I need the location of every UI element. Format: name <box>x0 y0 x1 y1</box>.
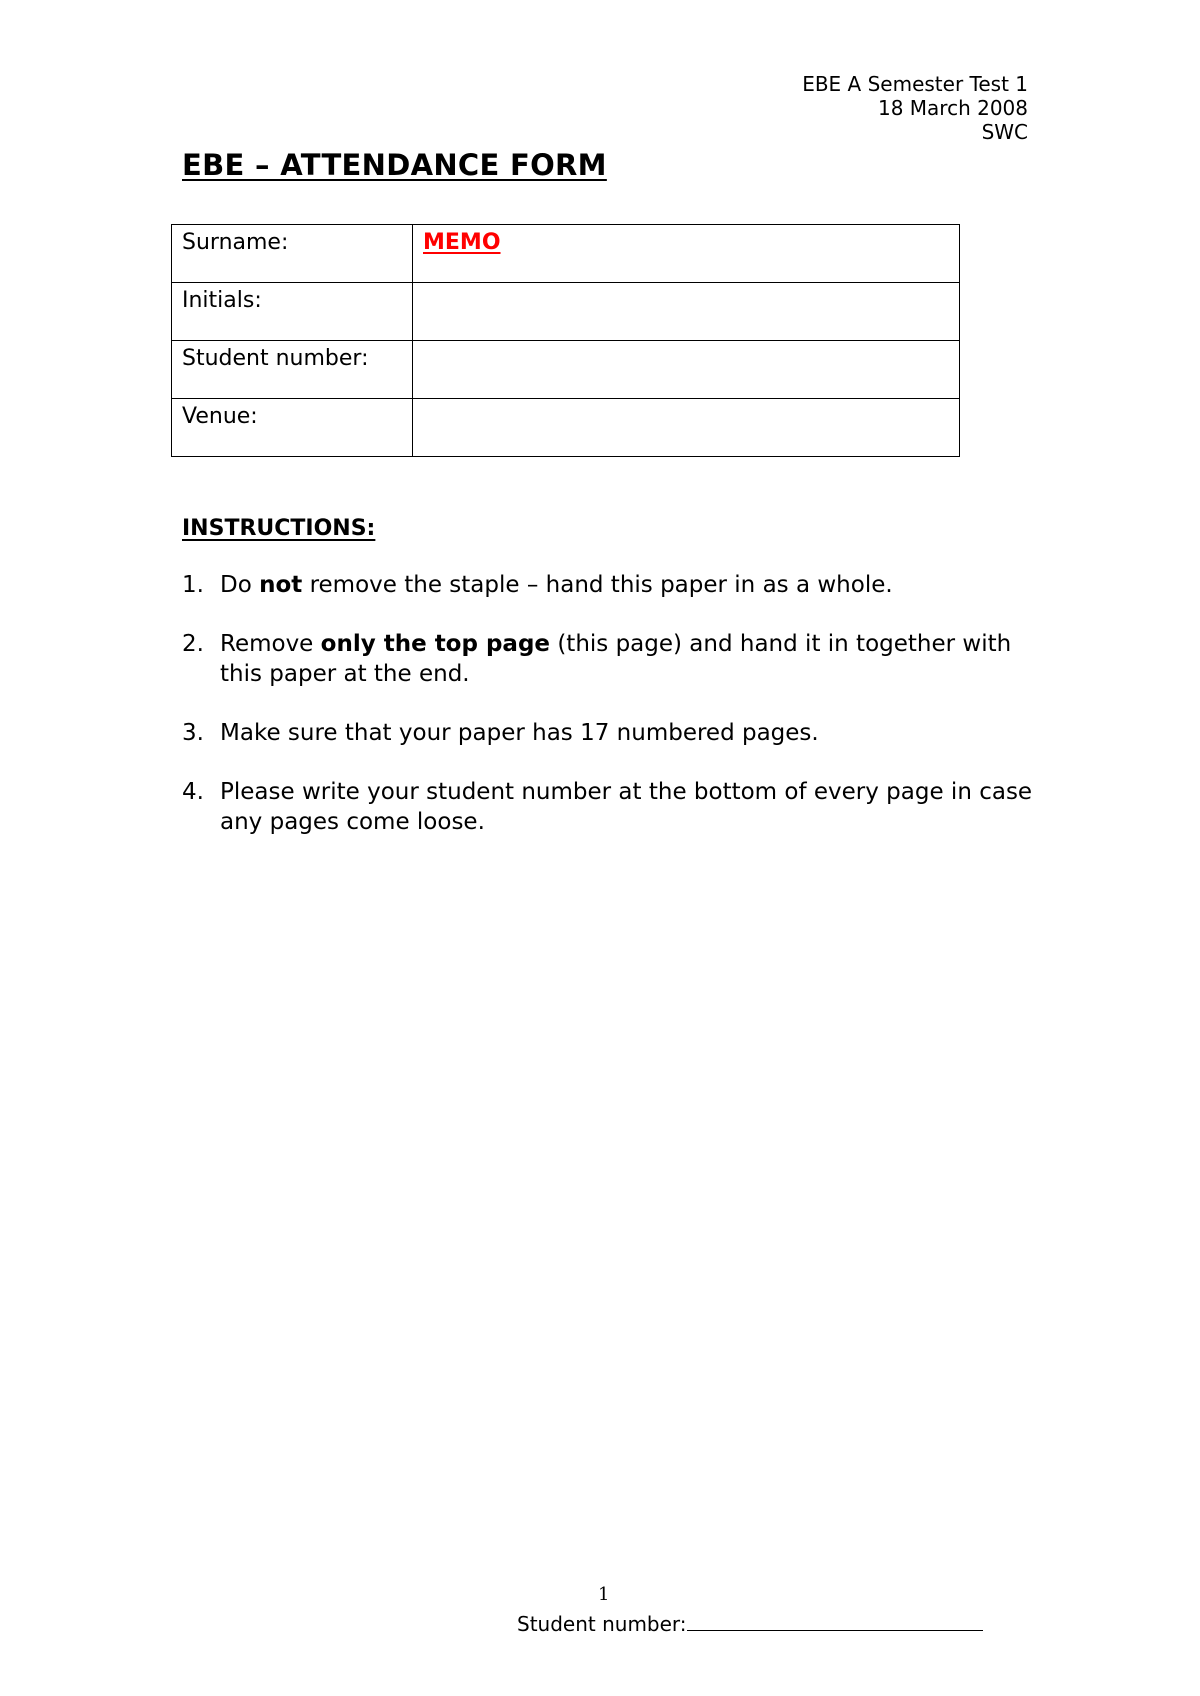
page-title: EBE – ATTENDANCE FORM <box>182 148 607 182</box>
header-campus: SWC <box>981 120 1028 144</box>
instruction-text: Make sure that your paper has 17 numbered pages. <box>220 720 819 746</box>
footer-student-number-label: Student number: <box>517 1612 687 1636</box>
instruction-number: 2. <box>182 631 204 657</box>
initials-label: Initials: <box>172 283 413 341</box>
document-header <box>802 72 1028 144</box>
instruction-item <box>182 570 1042 600</box>
surname-value: MEMO <box>423 230 501 255</box>
instruction-text: Remove <box>220 631 321 657</box>
instruction-item <box>182 777 1042 837</box>
form-row-student-number <box>172 341 960 399</box>
page-number: 1 <box>598 1584 610 1605</box>
instruction-item <box>182 718 1042 748</box>
instruction-item <box>182 629 1042 689</box>
surname-label: Surname: <box>172 225 413 283</box>
surname-field[interactable] <box>413 225 960 283</box>
header-test-name: EBE A Semester Test 1 <box>802 72 1028 96</box>
venue-label: Venue: <box>172 399 413 457</box>
footer-student-number-blank[interactable] <box>687 1610 983 1631</box>
form-row-initials <box>172 283 960 341</box>
instruction-text-continued: (this page) and hand it in together with this paper at the end. <box>220 631 1012 687</box>
student-number-field[interactable] <box>413 341 960 399</box>
instruction-emphasis: not <box>259 572 303 598</box>
instruction-number: 1. <box>182 572 204 598</box>
attendance-form-table <box>171 224 960 457</box>
initials-field[interactable] <box>413 283 960 341</box>
form-row-venue <box>172 399 960 457</box>
instruction-emphasis: only the top page <box>320 631 551 657</box>
header-date: 18 March 2008 <box>877 96 1028 120</box>
venue-field[interactable] <box>413 399 960 457</box>
instruction-text: Please write your student number at the bottom of every page in case any pages come loose. <box>220 779 1033 835</box>
student-number-label: Student number: <box>172 341 413 399</box>
instruction-text: Do <box>220 572 260 598</box>
instructions-list <box>182 570 1042 866</box>
instruction-number: 3. <box>182 720 204 746</box>
instruction-text-continued: remove the staple – hand this paper in as a whole. <box>302 572 893 598</box>
form-row-surname <box>172 225 960 283</box>
instruction-number: 4. <box>182 779 204 805</box>
instructions-heading: INSTRUCTIONS: <box>182 516 376 541</box>
footer-student-number <box>517 1610 983 1637</box>
